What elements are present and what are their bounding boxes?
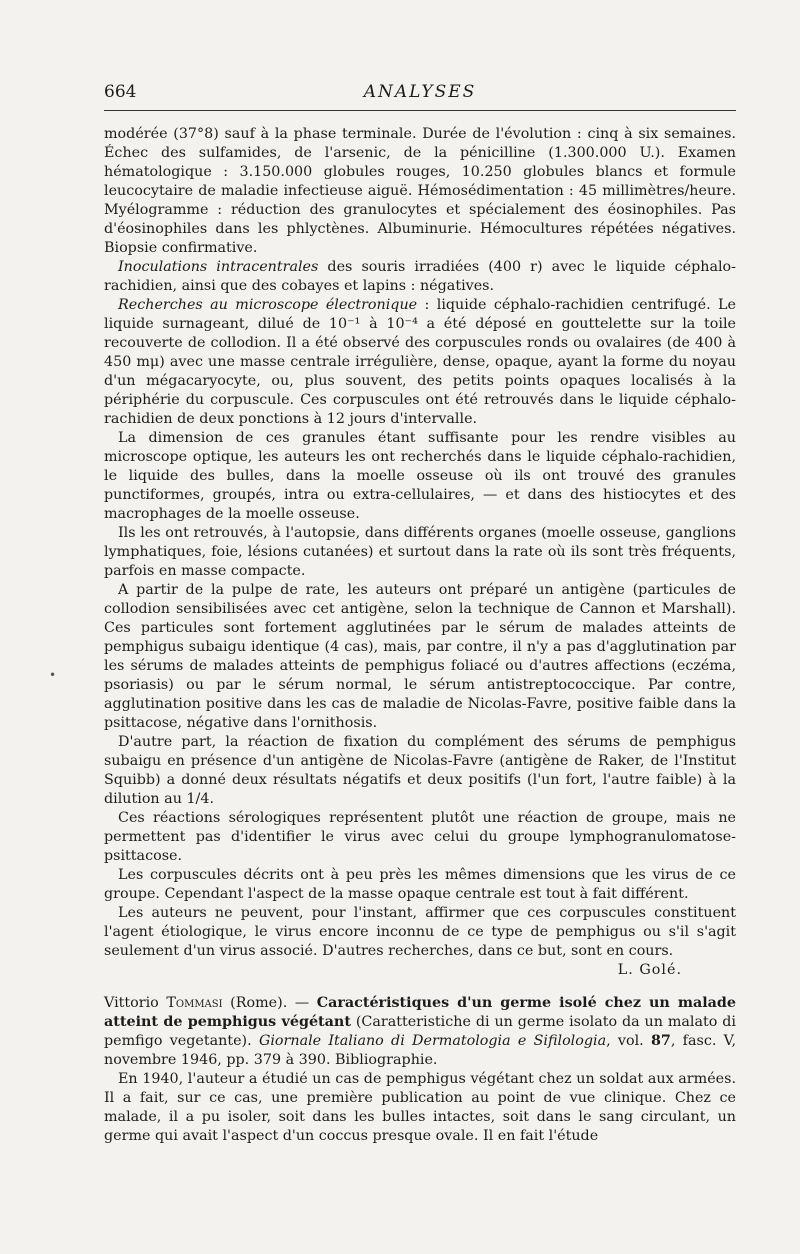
citation-author-surname: Tommasi bbox=[166, 995, 223, 1011]
citation-place: (Rome). — bbox=[222, 995, 317, 1011]
paragraph: A partir de la pulpe de rate, les auteurs ont préparé un antigène (particules de collodion sensibilisées avec cet antigène, selon la technique de Cannon et Marshall). Ces particules sont fortement agglutinées par le sérum de malades atteints de pemphigus subaigu identique (4 cas), mais, par contre, il n'y a pas d'agglutination par les sérums de malades atteints de pemphigus foliacé ou d'autres affections (eczéma, psoriasis) ou par le sérum normal, le sérum antistreptococcique. Par contre, agglutination positive dans les cas de maladie de Nicolas-Favre, positive faible dans la psittacose, négative dans l'ornithosis. bbox=[104, 582, 736, 731]
citation-author: Vittorio bbox=[104, 995, 167, 1011]
spacer bbox=[104, 980, 736, 994]
paragraph: Les corpuscules décrits ont à peu près les mêmes dimensions que les virus de ce groupe. Cependant l'aspect de la masse opaque centrale est tout à fait différent. bbox=[104, 867, 736, 902]
paragraph-text: des souris irradiées (400 r) avec le liquide céphalo-rachidien, ainsi que des cobayes et lapins : négatives. bbox=[104, 259, 736, 294]
running-title: ANALYSES bbox=[363, 82, 477, 102]
citation-volume-label: , vol. bbox=[606, 1033, 651, 1049]
author-signature: L. Golé. bbox=[617, 962, 682, 978]
citation-title: Caractéristiques d'un germe isolé chez un malade atteint de pemphigus végétant bbox=[104, 995, 736, 1030]
paragraph: Ils les ont retrouvés, à l'autopsie, dans différents organes (moelle osseuse, ganglions lymphatiques, foie, lésions cutanées) et surtout dans la rate où ils sont très fréquents, parfois en masse compacte. bbox=[104, 525, 736, 579]
paragraph: D'autre part, la réaction de fixation du complément des sérums de pemphigus subaigu en présence d'un antigène de Nicolas-Favre (antigène de Raker, de l'Institut Squibb) a donné deux résultats négatifs et deux positifs (l'un fort, l'autre faible) à la dilution au 1/4. bbox=[104, 734, 736, 807]
paragraph: En 1940, l'auteur a étudié un cas de pemphigus végétant chez un soldat aux armées. Il a fait, sur ce cas, une première publication au point de vue clinique. Chez ce malade, il a pu isoler, soit dans les bulles intactes, soit dans le sang circulant, un germe qui avait l'aspect d'un coccus presque ovale. Il en fait l'étude bbox=[104, 1071, 736, 1144]
paragraph: modérée (37°8) sauf à la phase terminale. Durée de l'évolution : cinq à six semaines. Échec des sulfamides, de l'arsenic, de la pénicilline (1.300.000 U.). Examen hématologique : 3.150.000 globules rouges, 10.250 globules blancs et formule leucocytaire de maladie infectieuse aiguë. Hémosédimentation : 45 millimètres/heure. Myélogramme : réduction des granulocytes et spécialement des éosinophiles. Pas d'éosinophiles dans les phlyctènes. Albuminurie. Hémocultures répétées négatives. Biopsie confirmative. bbox=[104, 126, 736, 256]
citation-journal: Giornale Italiano di Dermatologia e Sifilologia bbox=[258, 1033, 607, 1049]
running-header bbox=[104, 82, 736, 108]
inline-heading: Recherches au microscope électronique bbox=[118, 297, 418, 313]
citation-volume: 87 bbox=[650, 1033, 671, 1049]
paragraph-text: : liquide céphalo-rachidien centrifugé. Le liquide surnageant, dilué de 10⁻¹ à 10⁻⁴ a été déposé en gouttelette sur la toile recouverte de collodion. Il a été observé des corpuscules ronds ou ovalaires (de 400 à 450 mμ) avec une masse centrale irrégulière, dense, opaque, ayant la forme du noyau d'un mégacaryocyte, ou, plus souvent, des petits points opaques localisés à la périphérie du corpuscule. Ces corpuscules ont été retrouvés dans le liquide céphalo-rachidien de deux ponctions à 12 jours d'intervalle. bbox=[104, 297, 736, 427]
citation-original-title: (Caratteristiche di un germe isolato da un malato di pemfigo vegetante). bbox=[104, 1014, 737, 1049]
paragraph: Ces réactions sérologiques représentent plutôt une réaction de groupe, mais ne permettent pas d'identifier le virus avec celui du groupe lymphogranulomatose-psittacose. bbox=[104, 810, 736, 864]
paragraph bbox=[104, 296, 736, 429]
citation-details: , fasc. V, novembre 1946, pp. 379 à 390. Bibliographie. bbox=[104, 1033, 737, 1068]
inline-heading: Inoculations intracentrales bbox=[118, 259, 319, 275]
paragraph bbox=[104, 258, 736, 296]
page-number: 664 bbox=[104, 82, 137, 102]
page bbox=[104, 82, 736, 1146]
citation bbox=[104, 994, 736, 1070]
paragraph: La dimension de ces granules étant suffisante pour les rendre visibles au microscope optique, les auteurs les ont recherchés dans le liquide céphalo-rachidien, le liquide des bulles, dans la moelle osseuse où ils ont trouvé des granules punctiformes, groupés, intra ou extra-cellulaires, — et dans des histiocytes et des macrophages de la moelle osseuse. bbox=[104, 430, 736, 522]
margin-mark: • bbox=[49, 668, 57, 682]
paragraph: Les auteurs ne peuvent, pour l'instant, affirmer que ces corpuscules constituent l'agent étiologique, le virus encore inconnu de ce type de pemphigus ou s'il s'agit seulement d'un virus associé. D'autres recherches, dans ce but, sont en cours. bbox=[104, 905, 736, 959]
header-rule bbox=[104, 110, 736, 111]
